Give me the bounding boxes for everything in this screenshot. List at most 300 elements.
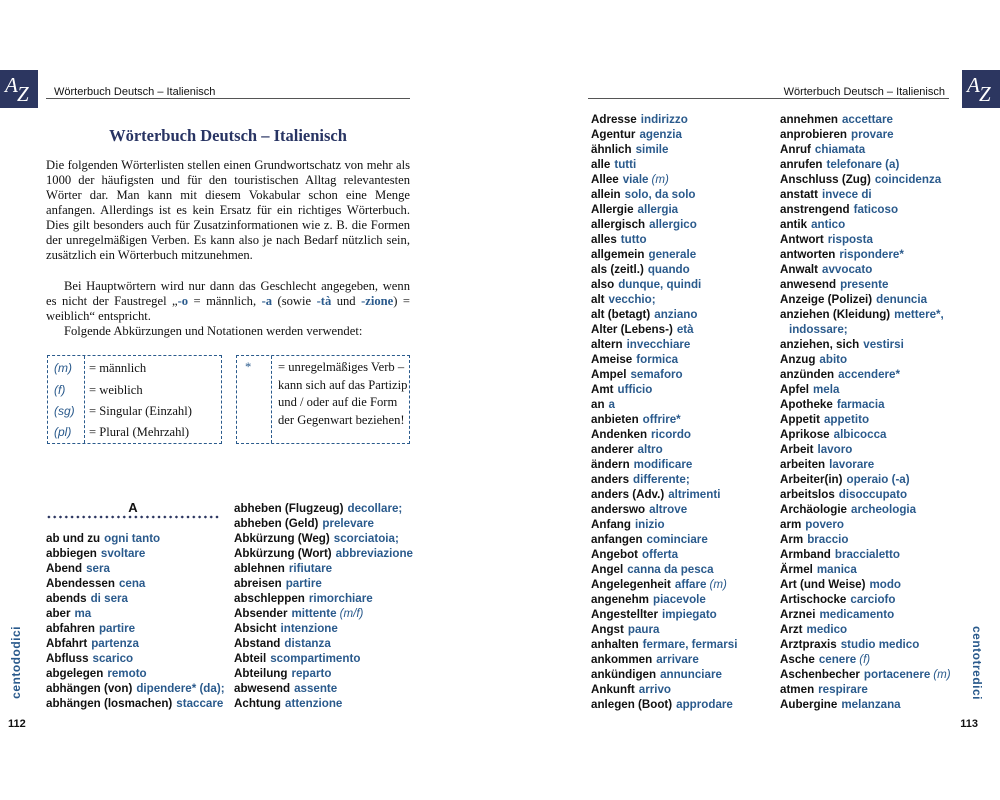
dictionary-entry — [591, 442, 776, 457]
dictionary-entry — [234, 516, 414, 531]
german-word: Abfahrt — [46, 637, 88, 650]
dotted-rule — [46, 515, 220, 519]
italian-translation: modificare — [633, 458, 693, 471]
dictionary-entry — [46, 666, 231, 681]
dictionary-entry — [780, 457, 955, 472]
dictionary-entry — [591, 322, 776, 337]
italian-translation: coincidenza — [874, 173, 942, 186]
abbreviation-desc: = Plural (Mehrzahl) — [89, 425, 190, 439]
abbreviation-code: (m) — [54, 361, 72, 375]
german-word: abheben (Flugzeug) — [234, 502, 344, 515]
italian-translation: anziano — [654, 308, 698, 321]
german-word: Appetit — [780, 413, 820, 426]
page-number: 112 — [8, 718, 26, 730]
dictionary-entry — [780, 382, 955, 397]
italian-translation: altrimenti — [668, 488, 721, 501]
german-word: allergisch — [591, 218, 646, 231]
german-word: abschleppen — [234, 592, 305, 605]
italian-translation: semaforo — [630, 368, 683, 381]
italian-translation: differente; — [633, 473, 690, 486]
italian-translation: rifiutare — [288, 562, 333, 575]
dictionary-entry — [46, 651, 231, 666]
italian-translation: medicamento — [819, 608, 895, 621]
dictionary-entry — [591, 697, 776, 712]
italian-translation: solo, da solo — [624, 188, 696, 201]
dictionary-entry — [591, 112, 776, 127]
entry-column — [234, 501, 414, 711]
italian-translation: assente — [294, 682, 338, 695]
italian-translation: partenza — [91, 637, 139, 650]
german-word: anzünden — [780, 368, 835, 381]
italian-translation: svoltare — [100, 547, 146, 560]
german-word: Angst — [591, 623, 624, 636]
italian-translation: annunciare — [660, 668, 722, 681]
italian-translation: tutti — [614, 158, 637, 171]
dictionary-entry — [780, 592, 955, 607]
italian-translation: scorciatoia; — [333, 532, 399, 545]
german-word: anhalten — [591, 638, 639, 651]
italian-translation: carciofo — [850, 593, 896, 606]
dictionary-entry — [780, 472, 955, 487]
italian-translation: provare — [851, 128, 894, 141]
german-word: Apotheke — [780, 398, 833, 411]
italian-translation: impiegato — [662, 608, 717, 621]
german-word: anwesend — [780, 278, 837, 291]
dictionary-entry — [591, 202, 776, 217]
italian-translation: presente — [840, 278, 889, 291]
german-word: Absicht — [234, 622, 277, 635]
abbreviation-row — [48, 380, 221, 401]
dictionary-entry — [780, 667, 955, 682]
dictionary-entry — [780, 517, 955, 532]
intro-paragraph-1: Die folgenden Wörterlisten stellen einen Grundwortschatz von mehr als 1000 der häufigsten und für den touristischen Alltag relevantesten Wörter dar. Man kann mit diesem Vokabular schon eine Menge anfangen. Allerdings ist es kein Ersatz für ein richtiges Wörterbuch. Dies gilt besonders auch für Zusatzinformationen wie z. B. die Formen der unregelmäßigen Verben. Es kann also je nach Bedarf nützlich sein, zusätzlich ein Wörterbuch mitzunehmen. — [46, 158, 410, 262]
gender-note: (m) — [933, 668, 951, 681]
dictionary-entry — [591, 232, 776, 247]
dictionary-entry — [780, 292, 955, 307]
german-word: Ampel — [591, 368, 627, 381]
dictionary-entry — [46, 696, 231, 711]
header-rule — [588, 98, 949, 99]
italian-translation: mettere*, — [894, 308, 944, 321]
italian-translation: manica — [816, 563, 857, 576]
dictionary-entry — [234, 621, 414, 636]
german-word: annehmen — [780, 113, 838, 126]
italian-translation: generale — [648, 248, 697, 261]
dictionary-entry — [591, 577, 776, 592]
dictionary-entry — [780, 217, 955, 232]
entry-column — [591, 112, 776, 712]
italian-translation: arrivo — [638, 683, 672, 696]
intro-paragraph-2: Bei Hauptwörtern wird nur dann das Geschlecht angegeben, wenn es nicht der Faustregel „-o = männlich, -a (sowie -tà und -zione) = weiblich“ entspricht. — [46, 279, 410, 323]
italian-translation: staccare — [176, 697, 224, 710]
german-word: Arbeit — [780, 443, 814, 456]
dictionary-entry — [591, 277, 776, 292]
german-word: Antwort — [780, 233, 824, 246]
dictionary-entry — [780, 172, 955, 187]
german-word: abgelegen — [46, 667, 104, 680]
italian-translation: affare — [674, 578, 707, 591]
italian-translation: cominciare — [646, 533, 708, 546]
running-head: Wörterbuch Deutsch – Italienisch — [783, 86, 945, 98]
german-word: Aprikose — [780, 428, 830, 441]
dictionary-entry — [780, 682, 955, 697]
german-word: abhängen (von) — [46, 682, 133, 695]
italian-translation: telefonare (a) — [826, 158, 900, 171]
italian-translation: inizio — [634, 518, 665, 531]
german-word: Achtung — [234, 697, 282, 710]
german-word: Alter (Lebens-) — [591, 323, 673, 336]
italian-translation: approdare — [676, 698, 733, 711]
german-word: anderer — [591, 443, 634, 456]
italian-translation: reparto — [291, 667, 332, 680]
header-rule — [46, 98, 410, 99]
dictionary-entry — [780, 277, 955, 292]
german-word: alt (betagt) — [591, 308, 651, 321]
italian-translation: farmacia — [836, 398, 885, 411]
german-word: Agentur — [591, 128, 636, 141]
italian-translation: fermare, fermarsi — [642, 638, 738, 651]
gender-note: (m/f) — [339, 607, 364, 620]
italian-translation: vecchio; — [608, 293, 656, 306]
italian-translation: abbreviazione — [335, 547, 413, 560]
german-word: Abkürzung (Weg) — [234, 532, 330, 545]
german-word: antik — [780, 218, 808, 231]
abbreviation-row — [48, 401, 221, 422]
german-word: Ankunft — [591, 683, 635, 696]
entry-column — [46, 531, 231, 711]
dictionary-entry — [780, 187, 955, 202]
right-page — [500, 0, 1000, 800]
gender-note: (f) — [859, 653, 871, 666]
italian-translation: portacenere — [863, 668, 931, 681]
dictionary-entry — [591, 142, 776, 157]
italian-translation: dunque, quindi — [618, 278, 702, 291]
dictionary-entry — [591, 127, 776, 142]
italian-translation: scompartimento — [270, 652, 361, 665]
german-word: Anwalt — [780, 263, 819, 276]
dictionary-entry — [234, 576, 414, 591]
italian-translation: risposta — [827, 233, 873, 246]
dictionary-entry — [591, 547, 776, 562]
dictionary-entry — [780, 562, 955, 577]
italian-translation: agenzia — [639, 128, 682, 141]
dictionary-entry — [234, 606, 414, 621]
italian-translation: cenere — [818, 653, 857, 666]
italian-translation: di sera — [90, 592, 128, 605]
dictionary-entry — [591, 532, 776, 547]
dictionary-entry — [780, 577, 955, 592]
italian-translation: ricordo — [651, 428, 691, 441]
italian-translation: offerta — [642, 548, 679, 561]
intro-paragraph-3: Folgende Abkürzungen und Notationen werden verwendet: — [64, 324, 363, 338]
dictionary-entry — [591, 217, 776, 232]
italian-translation: cena — [118, 577, 146, 590]
dictionary-entry — [780, 487, 955, 502]
dictionary-entry — [780, 352, 955, 367]
german-word: abhängen (losmachen) — [46, 697, 173, 710]
german-word: aber — [46, 607, 71, 620]
german-word: Absender — [234, 607, 288, 620]
italian-translation: ogni tanto — [104, 532, 161, 545]
german-word: Abendessen — [46, 577, 115, 590]
italian-translation: partire — [285, 577, 322, 590]
german-word: Ameise — [591, 353, 633, 366]
german-word: an — [591, 398, 605, 411]
german-word: anlegen (Boot) — [591, 698, 673, 711]
dictionary-entry — [780, 637, 955, 652]
italian-translation: operaio (-a) — [846, 473, 910, 486]
side-page-label: centotredici — [970, 626, 984, 701]
italian-translation: appetito — [823, 413, 870, 426]
german-word: Apfel — [780, 383, 809, 396]
german-word: anbieten — [591, 413, 639, 426]
italian-translation: indossare; — [789, 323, 848, 336]
german-word: alles — [591, 233, 617, 246]
german-word: arbeiten — [780, 458, 826, 471]
german-word: Asche — [780, 653, 815, 666]
dictionary-entry — [780, 322, 955, 337]
dictionary-entry — [234, 666, 414, 681]
dictionary-entry — [46, 681, 231, 696]
german-word: Abend — [46, 562, 83, 575]
dictionary-entry — [234, 696, 414, 711]
german-word: ankündigen — [591, 668, 657, 681]
dictionary-entry — [234, 531, 414, 546]
italian-translation: archeologia — [851, 503, 917, 516]
german-word: anfangen — [591, 533, 643, 546]
abbreviation-desc: = Singular (Einzahl) — [89, 404, 192, 418]
az-logo-icon: A Z — [962, 70, 1000, 108]
dictionary-entry — [591, 607, 776, 622]
dictionary-entry — [780, 697, 955, 712]
italian-translation: a — [608, 398, 615, 411]
german-word: Anruf — [780, 143, 811, 156]
italian-translation: mela — [812, 383, 840, 396]
german-word: Artischocke — [780, 593, 847, 606]
italian-translation: decollare; — [347, 502, 403, 515]
german-word: ähnlich — [591, 143, 632, 156]
dictionary-entry — [591, 487, 776, 502]
italian-translation: allergia — [637, 203, 679, 216]
dictionary-entry — [234, 546, 414, 561]
running-head: Wörterbuch Deutsch – Italienisch — [54, 86, 216, 98]
italian-translation: canna da pesca — [627, 563, 714, 576]
dictionary-entry — [46, 546, 231, 561]
german-word: Armband — [780, 548, 831, 561]
asterisk-symbol: * — [245, 360, 252, 374]
dictionary-entry — [591, 412, 776, 427]
german-word: Anzug — [780, 353, 816, 366]
german-word: alle — [591, 158, 611, 171]
abbreviation-code: (pl) — [54, 425, 72, 439]
dictionary-entry — [780, 547, 955, 562]
section-title: Wörterbuch Deutsch – Italienisch — [109, 126, 347, 145]
german-word: angenehm — [591, 593, 649, 606]
italian-translation: albicocca — [833, 428, 887, 441]
italian-translation: remoto — [107, 667, 147, 680]
gender-note: (m) — [709, 578, 727, 591]
dictionary-entry — [591, 517, 776, 532]
italian-translation: ma — [74, 607, 92, 620]
dictionary-entry — [234, 681, 414, 696]
italian-translation: ufficio — [617, 383, 653, 396]
italian-translation: studio medico — [840, 638, 920, 651]
italian-translation: età — [676, 323, 694, 336]
abbreviation-box — [47, 355, 222, 444]
german-word: Angebot — [591, 548, 639, 561]
italian-translation: denuncia — [876, 293, 928, 306]
italian-translation: avvocato — [822, 263, 873, 276]
italian-translation: indirizzo — [640, 113, 688, 126]
dictionary-entry — [780, 607, 955, 622]
dictionary-entry — [591, 562, 776, 577]
dictionary-entry — [591, 307, 776, 322]
german-word: arbeitslos — [780, 488, 835, 501]
german-word: Arbeiter(in) — [780, 473, 843, 486]
abbreviation-row — [48, 358, 221, 379]
dictionary-entry — [591, 337, 776, 352]
dictionary-entry — [591, 292, 776, 307]
italian-translation: mittente — [291, 607, 337, 620]
german-word: Arznei — [780, 608, 816, 621]
german-word: anderswo — [591, 503, 646, 516]
dictionary-entry — [591, 367, 776, 382]
dictionary-entry — [780, 367, 955, 382]
german-word: allgemein — [591, 248, 645, 261]
italian-translation: scarico — [92, 652, 134, 665]
dictionary-entry — [46, 561, 231, 576]
dictionary-entry — [234, 651, 414, 666]
german-word: atmen — [780, 683, 815, 696]
german-word: als (zeitl.) — [591, 263, 644, 276]
italian-translation: rimorchiare — [308, 592, 373, 605]
italian-translation: abito — [819, 353, 848, 366]
italian-translation: modo — [869, 578, 902, 591]
german-word: alt — [591, 293, 605, 306]
az-logo-icon: A Z — [0, 70, 38, 108]
dictionary-entry — [780, 412, 955, 427]
italian-translation: medico — [806, 623, 848, 636]
german-word: anziehen (Kleidung) — [780, 308, 891, 321]
german-word: ankommen — [591, 653, 653, 666]
italian-translation: distanza — [284, 637, 331, 650]
dictionary-entry — [780, 232, 955, 247]
dictionary-entry — [46, 621, 231, 636]
italian-translation: altrove — [649, 503, 688, 516]
abbreviation-desc: = männlich — [89, 361, 147, 375]
italian-translation: prelevare — [322, 517, 374, 530]
italian-translation: accendere* — [838, 368, 900, 381]
german-word: anders (Adv.) — [591, 488, 665, 501]
dictionary-entry — [780, 427, 955, 442]
dictionary-entry — [591, 352, 776, 367]
italian-translation: invece di — [822, 188, 872, 201]
dictionary-entry — [780, 532, 955, 547]
italian-translation: chiamata — [814, 143, 866, 156]
german-word: ändern — [591, 458, 630, 471]
italian-translation: lavoro — [817, 443, 853, 456]
box-divider — [271, 356, 272, 443]
german-word: anrufen — [780, 158, 823, 171]
german-word: Anzeige (Polizei) — [780, 293, 873, 306]
german-word: Angestellter — [591, 608, 659, 621]
german-word: abreisen — [234, 577, 282, 590]
german-word: abends — [46, 592, 87, 605]
german-word: Allergie — [591, 203, 634, 216]
german-word: anstatt — [780, 188, 819, 201]
dictionary-entry — [591, 637, 776, 652]
dictionary-entry — [591, 172, 776, 187]
german-word: ablehnen — [234, 562, 285, 575]
italian-translation: povero — [805, 518, 844, 531]
italian-translation: allergico — [649, 218, 697, 231]
german-word: Archäologie — [780, 503, 847, 516]
italian-translation: braccialetto — [834, 548, 900, 561]
dictionary-entry — [591, 652, 776, 667]
dictionary-entry — [46, 531, 231, 546]
abbreviation-desc: = weiblich — [89, 383, 143, 397]
italian-translation: quando — [647, 263, 690, 276]
dictionary-entry — [591, 502, 776, 517]
italian-translation: invecchiare — [626, 338, 691, 351]
dictionary-entry — [780, 202, 955, 217]
dictionary-entry — [591, 592, 776, 607]
abbreviation-row — [48, 422, 221, 443]
dictionary-entry — [591, 457, 776, 472]
dictionary-entry — [780, 307, 955, 322]
italian-translation: antico — [811, 218, 846, 231]
dictionary-entry — [591, 427, 776, 442]
german-word: abwesend — [234, 682, 291, 695]
german-word: ab und zu — [46, 532, 101, 545]
german-word: arm — [780, 518, 802, 531]
german-word: anziehen, sich — [780, 338, 860, 351]
italian-translation: partire — [98, 622, 136, 635]
dictionary-entry — [780, 127, 955, 142]
entry-column — [780, 112, 955, 712]
german-word: also — [591, 278, 615, 291]
italian-translation: braccio — [807, 533, 849, 546]
italian-translation: piacevole — [652, 593, 706, 606]
italian-translation: offrire* — [642, 413, 681, 426]
german-word: Aubergine — [780, 698, 838, 711]
german-word: Anfang — [591, 518, 631, 531]
german-word: Ärmel — [780, 563, 813, 576]
dictionary-entry — [46, 636, 231, 651]
dictionary-entry — [591, 667, 776, 682]
dictionary-entry — [234, 591, 414, 606]
italian-translation: lavorare — [829, 458, 875, 471]
dictionary-entry — [780, 622, 955, 637]
german-word: anstrengend — [780, 203, 850, 216]
dictionary-entry — [780, 397, 955, 412]
italian-translation: faticoso — [853, 203, 899, 216]
italian-translation: tutto — [620, 233, 647, 246]
dictionary-entry — [46, 591, 231, 606]
italian-translation: melanzana — [841, 698, 901, 711]
italian-translation: altro — [637, 443, 663, 456]
german-word: anders — [591, 473, 630, 486]
dictionary-entry — [46, 606, 231, 621]
italian-translation: respirare — [818, 683, 868, 696]
italian-translation: intenzione — [280, 622, 338, 635]
german-word: Adresse — [591, 113, 637, 126]
german-word: Abteilung — [234, 667, 288, 680]
german-word: antworten — [780, 248, 836, 261]
dictionary-entry — [591, 187, 776, 202]
italian-translation: simile — [635, 143, 669, 156]
dictionary-entry — [780, 112, 955, 127]
